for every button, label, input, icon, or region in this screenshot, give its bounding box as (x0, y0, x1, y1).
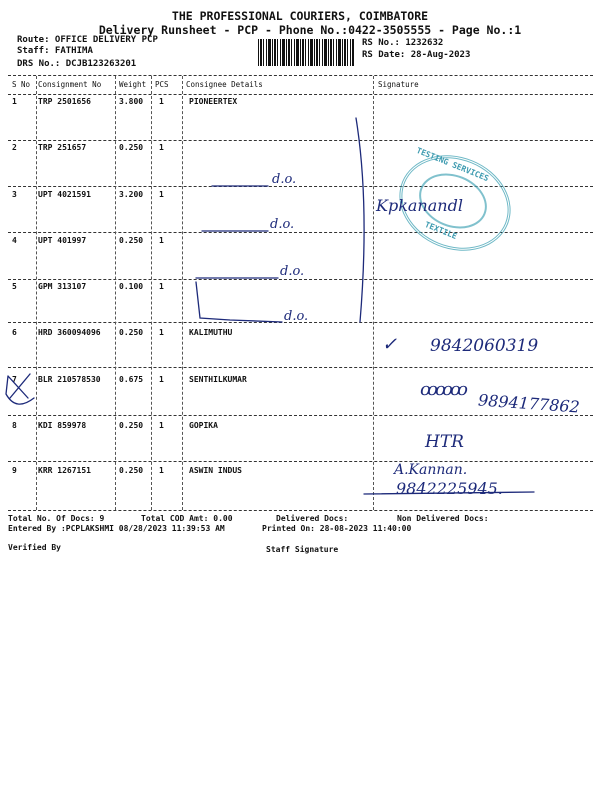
row-sno: 9 (12, 466, 17, 475)
row-pcs: 1 (159, 375, 164, 384)
row-weight: 0.250 (119, 143, 144, 152)
staff-label: Staff: FATHIMA (17, 46, 93, 56)
row-consignee: ASWIN INDUS (189, 466, 242, 475)
ditto-mark: d.o. (272, 172, 297, 187)
row-pcs: 1 (159, 328, 164, 337)
total-cod: Total COD Amt: 0.00 (141, 514, 233, 523)
row-sno: 2 (12, 143, 17, 152)
printed-on: Printed On: 28-08-2023 11:40:00 (262, 524, 412, 533)
row-consignee: SENTHILKUMAR (189, 375, 247, 384)
ditto-mark: d.o. (280, 264, 305, 279)
non-delivered-docs: Non Delivered Docs: (397, 514, 489, 523)
delivered-docs: Delivered Docs: (276, 514, 349, 523)
row-weight: 3.200 (119, 190, 144, 199)
row-consignment: KDI 859978 (38, 421, 87, 430)
rs-date: RS Date: 28-Aug-2023 (362, 50, 471, 60)
column-header-pcs: PCS (155, 80, 169, 89)
row-pcs: 1 (159, 190, 164, 199)
row-pcs: 1 (159, 282, 164, 291)
row-weight: 0.100 (119, 282, 144, 291)
entered-by: Entered By :PCPLAKSHMI 08/28/2023 11:39:53 AM (8, 524, 225, 533)
signature-mark-row-6: ✓ (382, 334, 398, 355)
row-sno: 4 (12, 236, 17, 245)
row-consignment: TRP 2501656 (38, 97, 91, 106)
signature-mark-row-7: ꝏꝏꝏ (420, 379, 465, 400)
ditto-mark: d.o. (270, 217, 295, 232)
row-sno: 8 (12, 421, 17, 430)
row-sno: 5 (12, 282, 17, 291)
row-consignment: TRP 251657 (38, 143, 87, 152)
row-pcs: 1 (159, 421, 164, 430)
column-header-signature: Signature (378, 80, 419, 89)
ditto-mark: d.o. (284, 309, 309, 324)
row-consignment: GPM 313107 (38, 282, 87, 291)
row-sno: 6 (12, 328, 17, 337)
row-consignee: KALIMUTHU (189, 328, 233, 337)
stamp-text-top: TESTING SERVICES (415, 145, 490, 184)
row-weight: 0.250 (119, 328, 144, 337)
row-pcs: 1 (159, 466, 164, 475)
row-sno: 1 (12, 97, 17, 106)
row-pcs: 1 (159, 97, 164, 106)
column-header-sno: S No (12, 80, 31, 89)
verified-by: Verified By (8, 543, 61, 552)
row-consignment: KRR 1267151 (38, 466, 91, 475)
route-label: Route: OFFICE DELIVERY PCP (17, 35, 158, 45)
row-weight: 0.675 (119, 375, 144, 384)
total-docs: Total No. Of Docs: 9 (8, 514, 105, 523)
row-weight: 0.250 (119, 466, 144, 475)
runsheet-subtitle: Delivery Runsheet - PCP - Phone No.:0422-3505555 - Page No.:1 (98, 23, 522, 37)
signature-row-7: 9894177862 (477, 390, 581, 417)
signature-row-6: 9842060319 (430, 336, 539, 356)
staff-signature: Staff Signature (266, 545, 339, 554)
column-header-consignment: Consignment No (38, 80, 102, 89)
row-pcs: 1 (159, 236, 164, 245)
column-header-consignee: Consignee Details (186, 80, 263, 89)
row-consignment: UPT 401997 (38, 236, 87, 245)
signature-row-3: Kpkanandl (376, 196, 463, 215)
company-title: THE PROFESSIONAL COURIERS, COIMBATORE (171, 9, 429, 23)
row-weight: 0.250 (119, 421, 144, 430)
row-consignment: UPT 4021591 (38, 190, 91, 199)
drs-number: DRS No.: DCJB123263201 (17, 59, 137, 69)
column-header-weight: Weight (119, 80, 147, 89)
row-sno: 7 (12, 375, 17, 384)
row-consignment: BLR 210578530 (38, 375, 101, 384)
rs-number: RS No.: 1232632 (362, 38, 444, 48)
row-pcs: 1 (159, 143, 164, 152)
signature-row-9-phone: 9842225945. (396, 479, 503, 498)
row-weight: 3.800 (119, 97, 144, 106)
row-consignee: GOPIKA (189, 421, 218, 430)
signature-row-9-name: A.Kannan. (394, 462, 468, 478)
row-consignee: PIONEERTEX (189, 97, 238, 106)
row-weight: 0.250 (119, 236, 144, 245)
row-sno: 3 (12, 190, 17, 199)
stamp-text-bottom: TEXTILE (423, 220, 459, 241)
row-consignment: HRD 360094096 (38, 328, 101, 337)
signature-row-8: HTR (425, 432, 464, 452)
